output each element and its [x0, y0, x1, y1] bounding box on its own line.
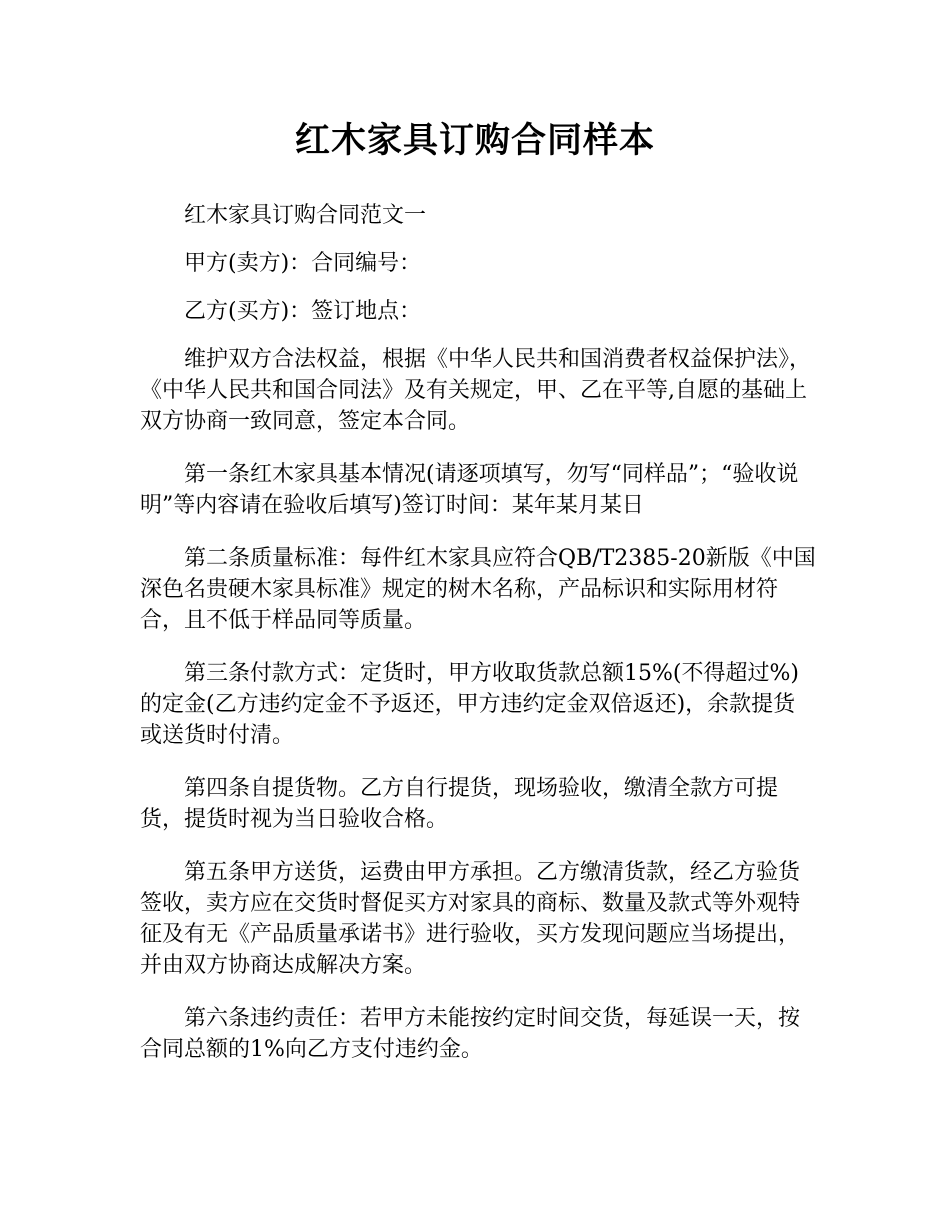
- document-body: [140, 200, 816, 1087]
- paragraph-heading-sample: 红木家具订购合同范文一: [184, 203, 427, 228]
- paragraph-article-6: 第六条违约责任：若甲方未能按约定时间交货，每延误一天，按合同总额的1%向乙方支付违约金。: [140, 1006, 801, 1062]
- paragraph-article-1: 第一条红木家具基本情况(请逐项填写，勿写“同样品”；“验收说明”等内容请在验收后填写)签订时间：某年某月某日: [140, 462, 799, 518]
- document-title: 红木家具订购合同样本: [294, 121, 655, 161]
- paragraph-party-a: 甲方(卖方)：合同编号：: [184, 251, 422, 276]
- paragraph-article-5: 第五条甲方送货，运费由甲方承担。乙方缴清货款，经乙方验货签收，卖方应在交货时督促买方对家具的商标、数量及款式等外观特征及有无《产品质量承诺书》进行验收，买方发现问题应当场提出，并由双方协商达成解决方案。: [140, 860, 801, 978]
- paragraph-party-b: 乙方(买方)：签订地点：: [184, 299, 422, 324]
- paragraph-article-4: 第四条自提货物。乙方自行提货，现场验收，缴清全款方可提货，提货时视为当日验收合格。: [140, 776, 779, 832]
- paragraph-article-3: 第三条付款方式：定货时，甲方收取货款总额15%(不得超过%)的定金(乙方违约定金不予返还，甲方违约定金双倍返还)，余款提货或送货时付清。: [140, 661, 799, 748]
- paragraph-article-2: 第二条质量标准：每件红木家具应符合QB/T2385-20新版《中国深色名贵硬木家具标准》规定的树木名称，产品标识和实际用材符合，且不低于样品同等质量。: [140, 546, 816, 633]
- paragraph-preamble: 维护双方合法权益，根据《中华人民共和国消费者权益保护法》，《中华人民共和国合同法》及有关规定，甲、乙在平等,自愿的基础上双方协商一致同意，签定本合同。: [140, 347, 812, 434]
